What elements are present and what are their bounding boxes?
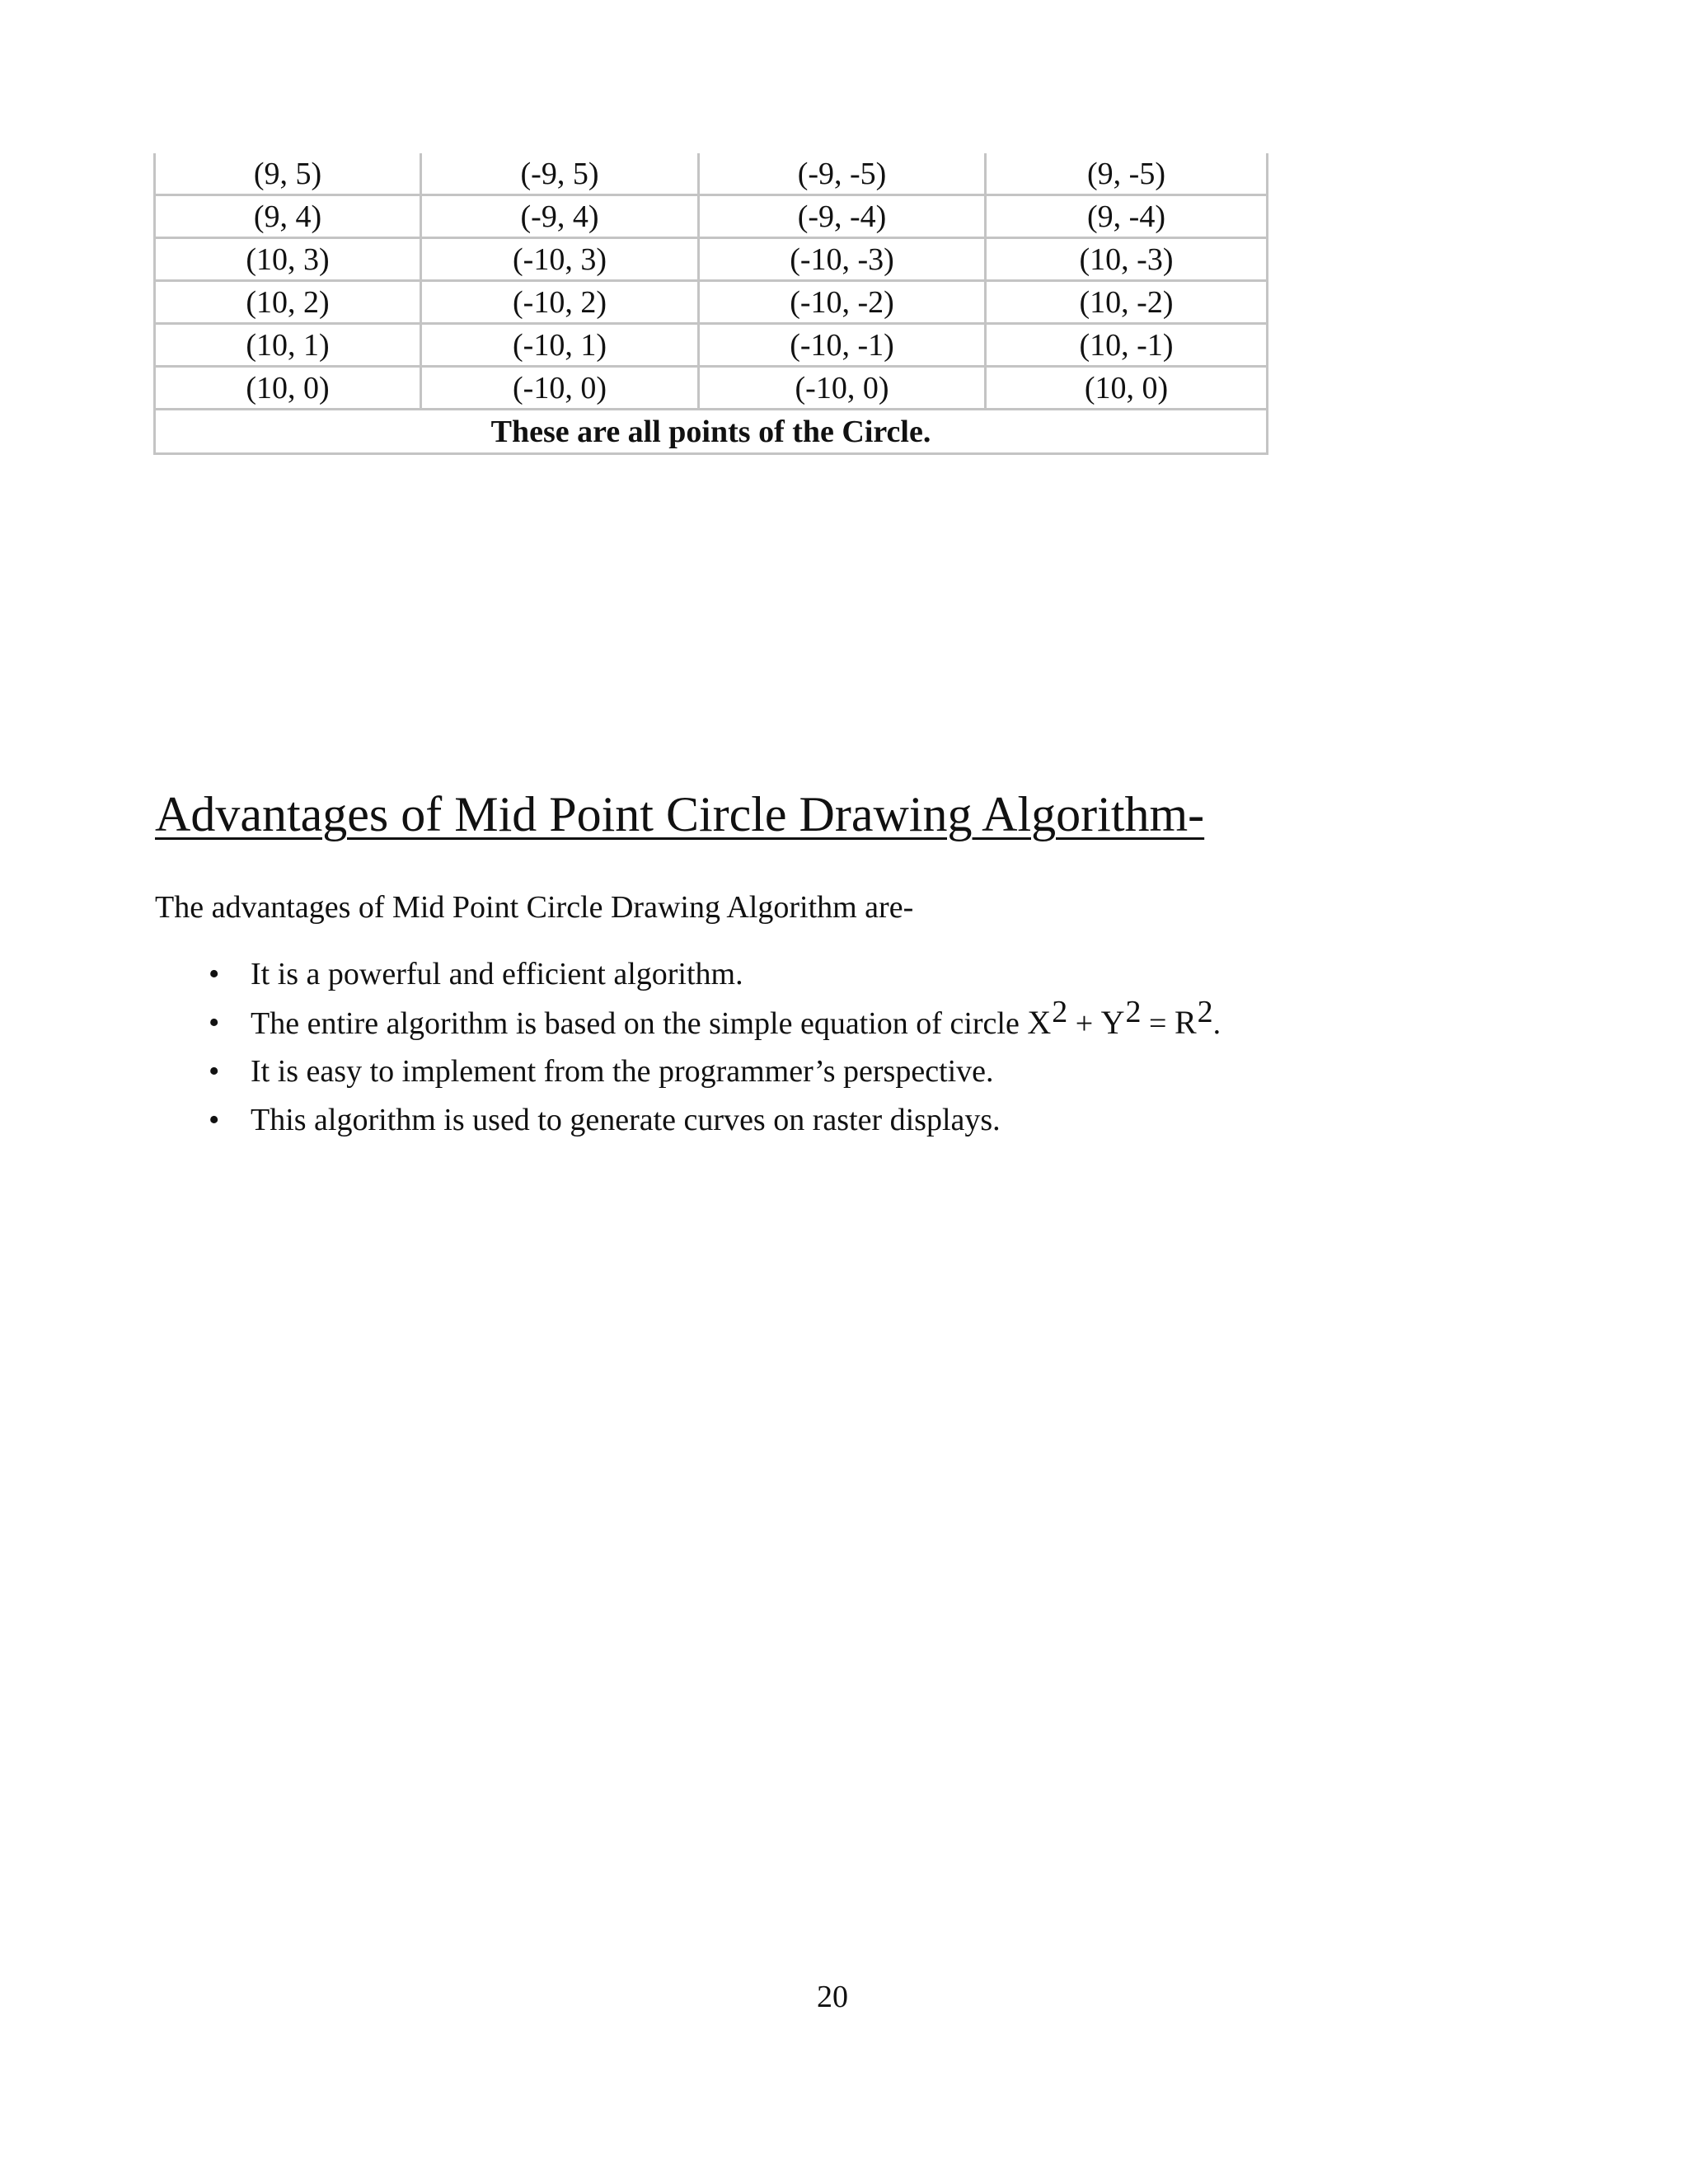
equation-end: . <box>1212 1006 1221 1041</box>
table-cell: (10, 0) <box>986 367 1268 410</box>
table-cell: (-9, 4) <box>421 195 699 238</box>
equation-y: Y <box>1100 1004 1125 1041</box>
equation-plus: + <box>1067 1006 1101 1041</box>
equation-exponent: 2 <box>1125 995 1142 1030</box>
table-cell: (-10, -1) <box>699 324 986 367</box>
table-cell: (10, 1) <box>155 324 421 367</box>
table-cell: (-10, -3) <box>699 238 986 281</box>
table-cell: (-10, 1) <box>421 324 699 367</box>
table-row <box>155 238 1268 281</box>
section-heading: Advantages of Mid Point Circle Drawing Algorithm- <box>155 787 1205 841</box>
table-cell: (10, 3) <box>155 238 421 281</box>
table-row <box>155 195 1268 238</box>
bullet-marker: • <box>209 1103 220 1137</box>
table-cell: (-10, -2) <box>699 281 986 324</box>
table-cell: (-10, 2) <box>421 281 699 324</box>
circle-points-table <box>153 153 1268 455</box>
table-row <box>155 281 1268 324</box>
table-footer-caption: These are all points of the Circle. <box>155 410 1268 454</box>
equation-exponent: 2 <box>1052 995 1068 1030</box>
page-number: 20 <box>817 1980 848 2014</box>
section-intro: The advantages of Mid Point Circle Drawing Algorithm are- <box>155 890 914 925</box>
table-cell: (-9, -5) <box>699 153 986 195</box>
bullet-marker: • <box>209 1005 220 1040</box>
equation-r: R <box>1174 1004 1197 1041</box>
table-row <box>155 324 1268 367</box>
list-item-text: This algorithm is used to generate curves on raster displays. <box>251 1103 1001 1137</box>
equation-equals: = <box>1141 1006 1175 1041</box>
table-cell: (-9, 5) <box>421 153 699 195</box>
table-row <box>155 367 1268 410</box>
list-item-text: It is a powerful and efficient algorithm. <box>251 957 743 991</box>
list-item-text: It is easy to implement from the programmer’s perspective. <box>251 1054 994 1089</box>
table-cell: (-10, 3) <box>421 238 699 281</box>
table-cell: (10, -3) <box>986 238 1268 281</box>
table-cell: (9, 5) <box>155 153 421 195</box>
table-cell: (9, -4) <box>986 195 1268 238</box>
list-item-text-with-equation <box>251 995 1221 1044</box>
bullet-marker: • <box>209 957 220 991</box>
table-cell: (-10, 0) <box>421 367 699 410</box>
equation-x: X <box>1027 1004 1052 1041</box>
equation-exponent: 2 <box>1197 995 1213 1030</box>
table-row <box>155 153 1268 195</box>
list-item-text: The entire algorithm is based on the simple equation of circle <box>251 1006 1028 1041</box>
table-cell: (-10, 0) <box>699 367 986 410</box>
circle-points-table-body <box>155 153 1268 454</box>
table-cell: (10, -2) <box>986 281 1268 324</box>
table-cell: (10, 2) <box>155 281 421 324</box>
table-cell: (-9, -4) <box>699 195 986 238</box>
table-cell: (10, -1) <box>986 324 1268 367</box>
table-cell: (9, 4) <box>155 195 421 238</box>
bullet-marker: • <box>209 1054 220 1089</box>
table-footer-row <box>155 410 1268 454</box>
table-cell: (9, -5) <box>986 153 1268 195</box>
table-cell: (10, 0) <box>155 367 421 410</box>
